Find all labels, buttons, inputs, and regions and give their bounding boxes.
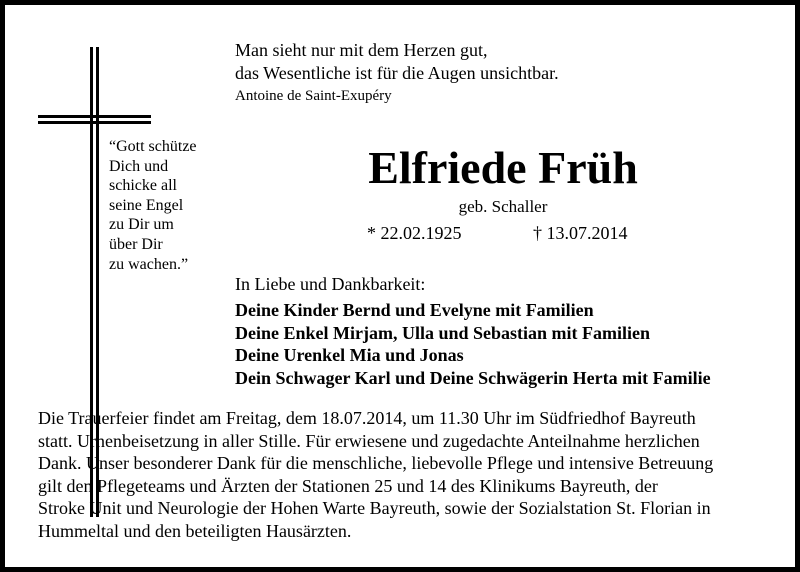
blessing-line: Dich und	[109, 157, 169, 175]
birth-date: * 22.02.1925	[367, 223, 462, 243]
quote-line: das Wesentliche ist für die Augen unsichtbar.	[235, 63, 559, 83]
notice-line: Stroke Unit und Neurologie der Hohen Warte Bayreuth, sowie der Sozialstation St. Florian in	[38, 498, 711, 518]
cross-horizontal-bar-bottom	[38, 121, 151, 124]
notice-line: gilt den Pflegeteams und Ärzten der Stationen 25 und 14 des Klinikums Bayreuth, der	[38, 475, 658, 496]
blessing-line: schicke all	[109, 177, 177, 195]
mourners-intro: In Liebe und Dankbarkeit:	[235, 274, 426, 294]
blessing-line: zu Dir um	[109, 216, 174, 234]
blessing-line: zu wachen.”	[109, 255, 189, 273]
blessing-line: “Gott schütze	[109, 138, 197, 155]
notice-line: statt. Urnenbeisetzung in aller Stille. Für erwiesene und zugedachte Anteilnahme herzlichen	[38, 430, 700, 451]
notice-line: Hummeltal und den beteiligten Hausärzten.	[38, 520, 352, 541]
mourner-line: Deine Kinder Bernd und Evelyne mit Familien	[235, 300, 594, 320]
mourner-line: Deine Enkel Mirjam, Ulla und Sebastian mit Familien	[235, 322, 651, 343]
maiden-name: geb. Schaller	[458, 197, 548, 216]
quote-line: Man sieht nur mit dem Herzen gut,	[235, 40, 488, 60]
blessing-verse	[109, 137, 229, 274]
quote-author: Antoine de Saint-Exupéry	[235, 88, 392, 104]
cross-horizontal-bar-top	[38, 115, 151, 118]
mourner-line: Deine Urenkel Mia und Jonas	[235, 345, 464, 365]
mourner-line: Dein Schwager Karl und Deine Schwägerin Herta mit Familie	[235, 367, 711, 388]
notice-line: Die Trauerfeier findet am Freitag, dem 18.07.2014, um 11.30 Uhr im Südfriedhof Bayreuth	[38, 408, 696, 428]
epigraph-quote	[235, 39, 559, 85]
death-date: † 13.07.2014	[533, 223, 628, 243]
deceased-name: Elfriede Früh	[368, 142, 638, 193]
funeral-notice	[38, 407, 713, 542]
mourners-list	[235, 299, 711, 389]
blessing-line: seine Engel	[109, 196, 184, 214]
blessing-line: über Dir	[109, 235, 163, 253]
notice-line: Dank. Unser besonderer Dank für die menschliche, liebevolle Pflege und intensive Betreuung	[38, 453, 714, 473]
